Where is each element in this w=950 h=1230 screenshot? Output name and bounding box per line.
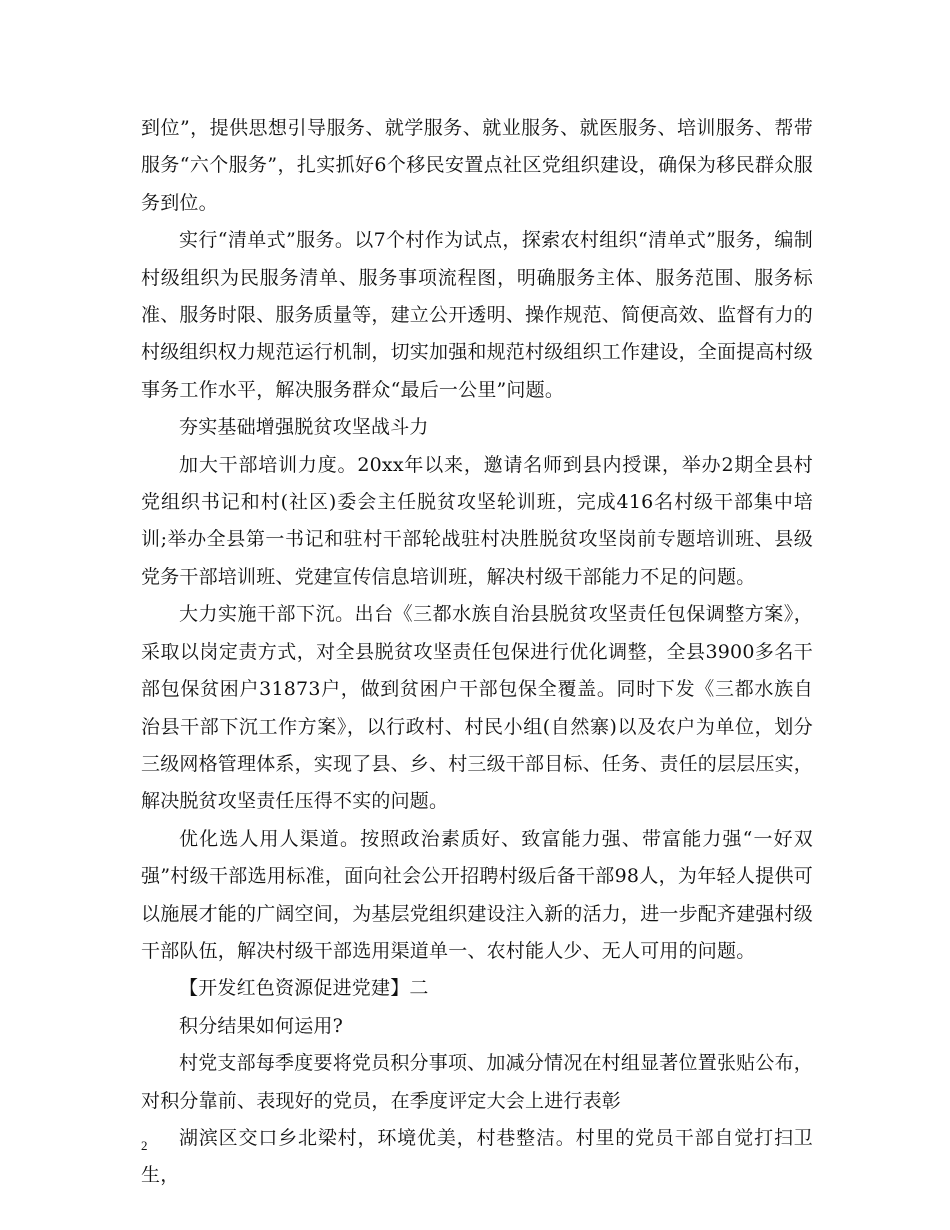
page-number: 2: [141, 1138, 148, 1153]
paragraph-1: 到位”，提供思想引导服务、就学服务、就业服务、就医服务、培训服务、帮带服务“六个服务”，扎实抓好6个移民安置点社区党组织建设，确保为移民群众服务到位。: [141, 117, 813, 214]
section-heading: 夯实基础增强脱贫攻坚战斗力: [179, 416, 429, 439]
section-title-line: 【开发红色资源促进党建】二: [179, 977, 429, 1000]
paragraph-3: 加大干部培训力度。20xx年以来，邀请名师到县内授课，举办2期全县村党组织书记和村(社区)委会主任脱贫攻坚轮训班，完成416名村级干部集中培训;举办全县第一书记和驻村干部轮战驻村决胜脱贫攻坚岗前专题培训班、县级党务干部培训班、党建宣传信息培训班，解决村级干部能力不足的问题。: [141, 453, 813, 588]
paragraph-4: 大力实施干部下沉。出台《三都水族自治县脱贫攻坚责任包保调整方案》，采取以岗定责方式，对全县脱贫攻坚责任包保进行优化调整，全县3900多名干部包保贫困户31873户，做到贫困户干部包保全覆盖。同时下发《三都水族自治县干部下沉工作方案》，以行政村、村民小组(自然寨)以及农户为单位，划分三级网格管理体系，实现了县、乡、村三级干部目标、任务、责任的层层压实，解决脱贫攻坚责任压得不实的问题。: [141, 603, 814, 813]
paragraph-6: 村党支部每季度要将党员积分事项、加减分情况在村组显著位置张贴公布，对积分靠前、表现好的党员，在季度评定大会上进行表彰: [141, 1052, 813, 1112]
question-line: 积分结果如何运用?: [179, 1014, 343, 1037]
page-body: [141, 110, 813, 1195]
paragraph-2: 实行“清单式”服务。以7个村作为试点，探索农村组织“清单式”服务，编制村级组织为民服务清单、服务事项流程图，明确服务主体、服务范围、服务标准、服务时限、服务质量等，建立公开透明、操作规范、简便高效、监督有力的村级组织权力规范运行机制，切实加强和规范村级组织工作建设，全面提高村级事务工作水平，解决服务群众“最后一公里”问题。: [141, 229, 814, 401]
paragraph-7: 湖滨区交口乡北梁村，环境优美，村巷整洁。村里的党员干部自觉打扫卫生，: [141, 1126, 813, 1187]
paragraph-5: 优化选人用人渠道。按照政治素质好、致富能力强、带富能力强“一好双强”村级干部选用标准，面向社会公开招聘村级后备干部98人，为年轻人提供可以施展才能的广阔空间，为基层党组织建设注入新的活力，进一步配齐建强村级干部队伍，解决村级干部选用渠道单一、农村能人少、无人可用的问题。: [141, 827, 814, 962]
